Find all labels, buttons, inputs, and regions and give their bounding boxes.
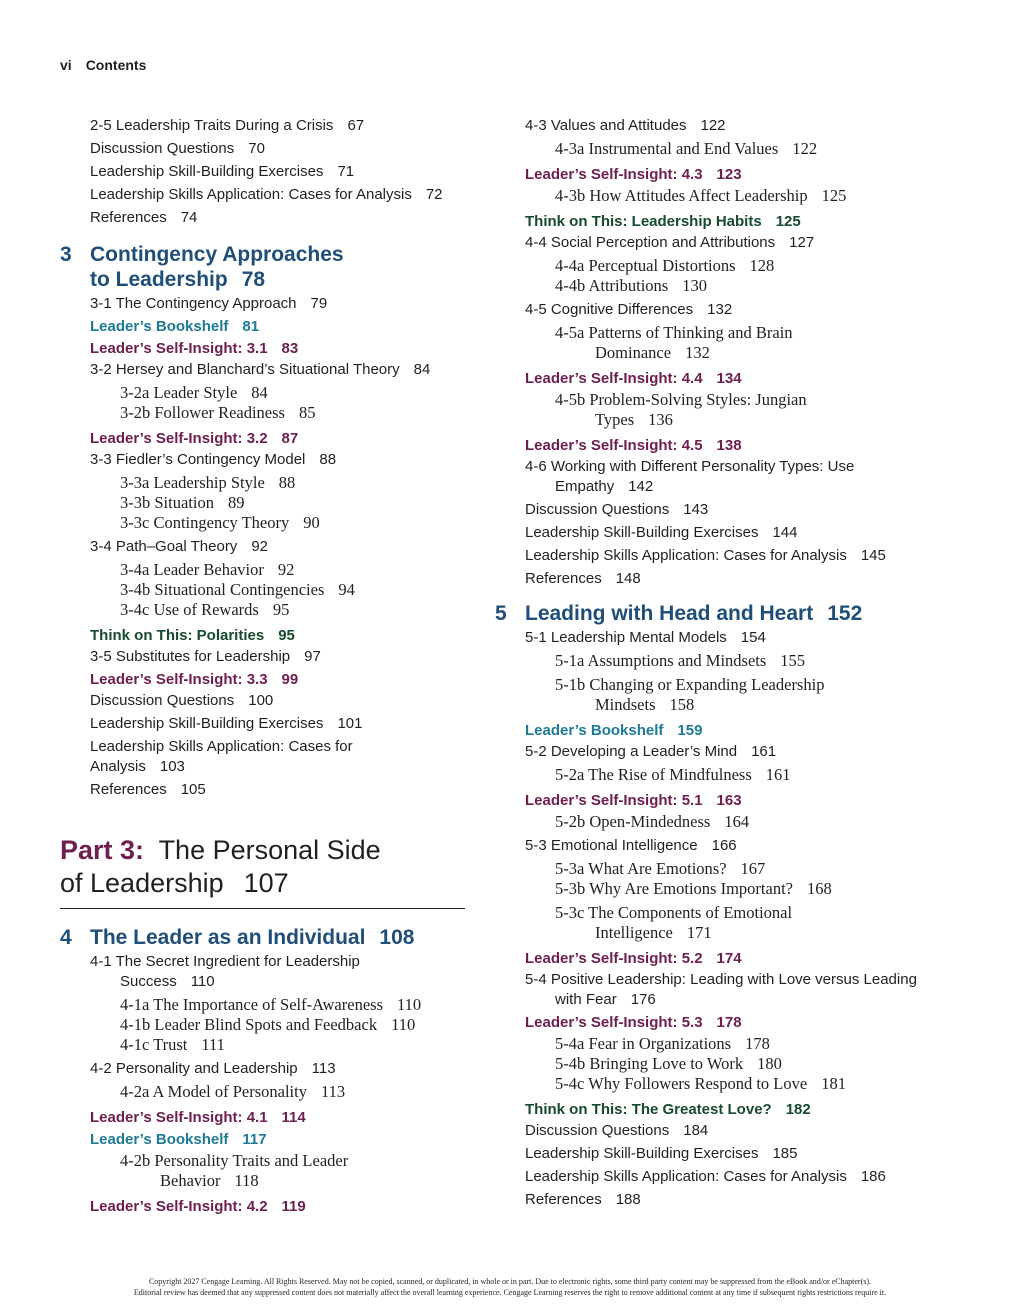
toc-subentry[interactable]: 4-4a Perceptual Distortions 128 bbox=[555, 256, 775, 275]
part-label: Part 3: bbox=[60, 835, 145, 865]
toc-subentry[interactable]: 3-4b Situational Contingencies 94 bbox=[120, 580, 355, 599]
toc-entry[interactable]: Leadership Skills Application: Cases for Analysis 186 bbox=[525, 1168, 886, 1185]
chapter-page: 78 bbox=[241, 268, 266, 291]
toc-entry[interactable]: Leadership Skills Application: Cases for Analysis 145 bbox=[525, 547, 886, 564]
copyright-line-1: Copyright 2027 Cengage Learning. All Rights Reserved. May not be copied, scanned, or duplicated, in whole or in part. Due to electronic rights, some third party content may be suppressed from the eBook and/or eChapter(s). bbox=[148, 1277, 872, 1286]
toc-subentry[interactable]: 4-5a Patterns of Thinking and Brain Dominance 132 bbox=[555, 323, 793, 362]
feature-self-insight[interactable]: Leader’s Self-Insight: 4.4 134 bbox=[525, 370, 742, 387]
toc-subentry[interactable]: 3-4c Use of Rewards 95 bbox=[120, 600, 290, 619]
feature-bookshelf[interactable]: Leader’s Bookshelf 81 bbox=[90, 318, 260, 335]
toc-subentry[interactable]: 4-2a A Model of Personality 113 bbox=[120, 1082, 346, 1101]
chapter-number: 5 bbox=[495, 602, 507, 625]
feature-self-insight[interactable]: Leader’s Self-Insight: 4.5 138 bbox=[525, 437, 742, 454]
toc-entry[interactable]: Discussion Questions 143 bbox=[525, 501, 709, 518]
toc-entry[interactable]: 4-2 Personality and Leadership 113 bbox=[90, 1060, 336, 1077]
toc-subentry[interactable]: 4-2b Personality Traits and Leader Behavior 118 bbox=[120, 1151, 349, 1190]
copyright-footer bbox=[0, 1276, 1020, 1298]
chapter-number: 3 bbox=[60, 243, 72, 266]
feature-think-on-this[interactable]: Think on This: The Greatest Love? 182 bbox=[525, 1101, 811, 1118]
toc-entry[interactable]: 5-3 Emotional Intelligence 166 bbox=[525, 837, 737, 854]
toc-entry[interactable]: 2-5 Leadership Traits During a Crisis 67 bbox=[90, 117, 365, 134]
toc-subentry[interactable]: 4-3a Instrumental and End Values 122 bbox=[555, 139, 818, 158]
toc-subentry[interactable]: 5-3b Why Are Emotions Important? 168 bbox=[555, 879, 832, 898]
toc-subentry[interactable]: 3-2b Follower Readiness 85 bbox=[120, 403, 316, 422]
toc-entry[interactable]: 3-1 The Contingency Approach 79 bbox=[90, 295, 328, 312]
part-heading[interactable]: Part 3: The Personal Side of Leadership 107 bbox=[60, 834, 465, 909]
toc-subentry[interactable]: 4-4b Attributions 130 bbox=[555, 276, 707, 295]
toc-entry[interactable]: Discussion Questions 184 bbox=[525, 1122, 709, 1139]
chapter-title: The Leader as an Individual bbox=[90, 926, 366, 949]
toc-subentry[interactable]: 3-4a Leader Behavior 92 bbox=[120, 560, 295, 579]
toc-entry[interactable]: Leadership Skills Application: Cases for Analysis 103 bbox=[90, 738, 353, 775]
chapter-page: 108 bbox=[379, 926, 415, 949]
feature-self-insight[interactable]: Leader’s Self-Insight: 4.2 119 bbox=[90, 1198, 306, 1215]
chapter-title: Leading with Head and Heart bbox=[525, 602, 814, 625]
toc-entry[interactable]: 5-2 Developing a Leader’s Mind 161 bbox=[525, 743, 777, 760]
toc-entry[interactable]: 3-2 Hersey and Blanchard’s Situational Theory 84 bbox=[90, 361, 431, 378]
toc-subentry[interactable]: 4-3b How Attitudes Affect Leadership 125 bbox=[555, 186, 847, 205]
feature-think-on-this[interactable]: Think on This: Polarities 95 bbox=[90, 627, 295, 644]
toc-entry[interactable]: Leadership Skill-Building Exercises 71 bbox=[90, 163, 355, 180]
toc-entry[interactable]: 4-6 Working with Different Personality Types: Use Empathy 142 bbox=[525, 458, 855, 495]
toc-subentry[interactable]: 5-4a Fear in Organizations 178 bbox=[555, 1034, 770, 1053]
feature-self-insight[interactable]: Leader’s Self-Insight: 5.1 163 bbox=[525, 792, 742, 809]
toc-subentry[interactable]: 3-3b Situation 89 bbox=[120, 493, 245, 512]
toc-entry[interactable]: 5-1 Leadership Mental Models 154 bbox=[525, 629, 766, 646]
toc-subentry[interactable]: 4-1a The Importance of Self-Awareness 110 bbox=[120, 995, 422, 1014]
toc-entry[interactable]: Leadership Skill-Building Exercises 144 bbox=[525, 524, 798, 541]
left-column bbox=[60, 116, 470, 1218]
feature-self-insight[interactable]: Leader’s Self-Insight: 5.3 178 bbox=[525, 1014, 742, 1031]
feature-self-insight[interactable]: Leader’s Self-Insight: 4.3 123 bbox=[525, 166, 742, 183]
toc-entry[interactable]: References 148 bbox=[525, 570, 641, 587]
toc-subentry[interactable]: 4-1b Leader Blind Spots and Feedback 110 bbox=[120, 1015, 416, 1034]
toc-subentry[interactable]: 5-1b Changing or Expanding Leadership Mindsets 158 bbox=[555, 675, 825, 714]
toc-entry[interactable]: 4-5 Cognitive Differences 132 bbox=[525, 301, 733, 318]
part-page: 107 bbox=[243, 868, 289, 898]
feature-bookshelf[interactable]: Leader’s Bookshelf 117 bbox=[90, 1131, 267, 1148]
toc-subentry[interactable]: 5-1a Assumptions and Mindsets 155 bbox=[555, 651, 806, 670]
running-header bbox=[60, 57, 146, 73]
chapter-heading[interactable] bbox=[495, 601, 915, 626]
toc-subentry[interactable]: 5-3a What Are Emotions? 167 bbox=[555, 859, 766, 878]
toc-entry[interactable]: 5-4 Positive Leadership: Leading with Love versus Leading with Fear 176 bbox=[525, 971, 917, 1008]
feature-self-insight[interactable]: Leader’s Self-Insight: 4.1 114 bbox=[90, 1109, 306, 1126]
toc-entry[interactable]: 3-3 Fiedler’s Contingency Model 88 bbox=[90, 451, 337, 468]
toc-subentry[interactable]: 3-2a Leader Style 84 bbox=[120, 383, 268, 402]
toc-entry[interactable]: Discussion Questions 100 bbox=[90, 692, 274, 709]
toc-entry[interactable]: 3-5 Substitutes for Leadership 97 bbox=[90, 648, 321, 665]
part-title: The Personal Side bbox=[158, 835, 381, 865]
toc-subentry[interactable]: 5-3c The Components of Emotional Intelligence 171 bbox=[555, 903, 793, 942]
copyright-line-2: Editorial review has deemed that any suppressed content does not materially affect the overall learning experience. Cengage Learning reserves the right to remove additional content at any time if subsequent rights restrictions require it. bbox=[133, 1288, 887, 1297]
feature-think-on-this[interactable]: Think on This: Leadership Habits 125 bbox=[525, 213, 801, 230]
chapter-heading[interactable] bbox=[60, 925, 470, 950]
toc-subentry[interactable]: 3-3a Leadership Style 88 bbox=[120, 473, 296, 492]
toc-subentry[interactable]: 4-1c Trust 111 bbox=[120, 1035, 225, 1054]
toc-subentry[interactable]: 3-3c Contingency Theory 90 bbox=[120, 513, 320, 532]
running-title: Contents bbox=[85, 57, 147, 73]
toc-subentry[interactable]: 4-5b Problem-Solving Styles: Jungian Types 136 bbox=[555, 390, 807, 429]
toc-subentry[interactable]: 5-4b Bringing Love to Work 180 bbox=[555, 1054, 782, 1073]
toc-entry[interactable]: References 188 bbox=[525, 1191, 641, 1208]
feature-bookshelf[interactable]: Leader’s Bookshelf 159 bbox=[525, 722, 703, 739]
toc-entry[interactable]: References 105 bbox=[90, 781, 206, 798]
chapter-number: 4 bbox=[60, 926, 72, 949]
chapter-title: Contingency Approaches bbox=[90, 243, 344, 266]
toc-subentry[interactable]: 5-2a The Rise of Mindfulness 161 bbox=[555, 765, 791, 784]
toc-entry[interactable]: 4-4 Social Perception and Attributions 127 bbox=[525, 234, 815, 251]
toc-entry[interactable]: 4-1 The Secret Ingredient for Leadership Success 110 bbox=[90, 953, 360, 990]
chapter-heading[interactable]: 3 Contingency Approaches to Leadership 78 bbox=[60, 242, 470, 292]
toc-entry[interactable]: 3-4 Path–Goal Theory 92 bbox=[90, 538, 268, 555]
toc-entry[interactable]: 4-3 Values and Attitudes 122 bbox=[525, 117, 726, 134]
toc-entry[interactable]: Leadership Skill-Building Exercises 101 bbox=[90, 715, 363, 732]
toc-entry[interactable]: Leadership Skill-Building Exercises 185 bbox=[525, 1145, 798, 1162]
toc-subentry[interactable]: 5-2b Open-Mindedness 164 bbox=[555, 812, 750, 831]
toc-entry[interactable]: Discussion Questions 70 bbox=[90, 140, 265, 157]
page-number: vi bbox=[60, 57, 72, 73]
feature-self-insight[interactable]: Leader’s Self-Insight: 5.2 174 bbox=[525, 950, 742, 967]
feature-self-insight[interactable]: Leader’s Self-Insight: 3.1 83 bbox=[90, 340, 299, 357]
toc-subentry[interactable]: 5-4c Why Followers Respond to Love 181 bbox=[555, 1074, 846, 1093]
toc-entry[interactable]: Leadership Skills Application: Cases for Analysis 72 bbox=[90, 186, 443, 203]
feature-self-insight[interactable]: Leader’s Self-Insight: 3.2 87 bbox=[90, 430, 299, 447]
right-column bbox=[495, 116, 915, 1213]
chapter-page: 152 bbox=[827, 602, 863, 625]
feature-self-insight[interactable]: Leader’s Self-Insight: 3.3 99 bbox=[90, 671, 299, 688]
toc-entry[interactable]: References 74 bbox=[90, 209, 198, 226]
